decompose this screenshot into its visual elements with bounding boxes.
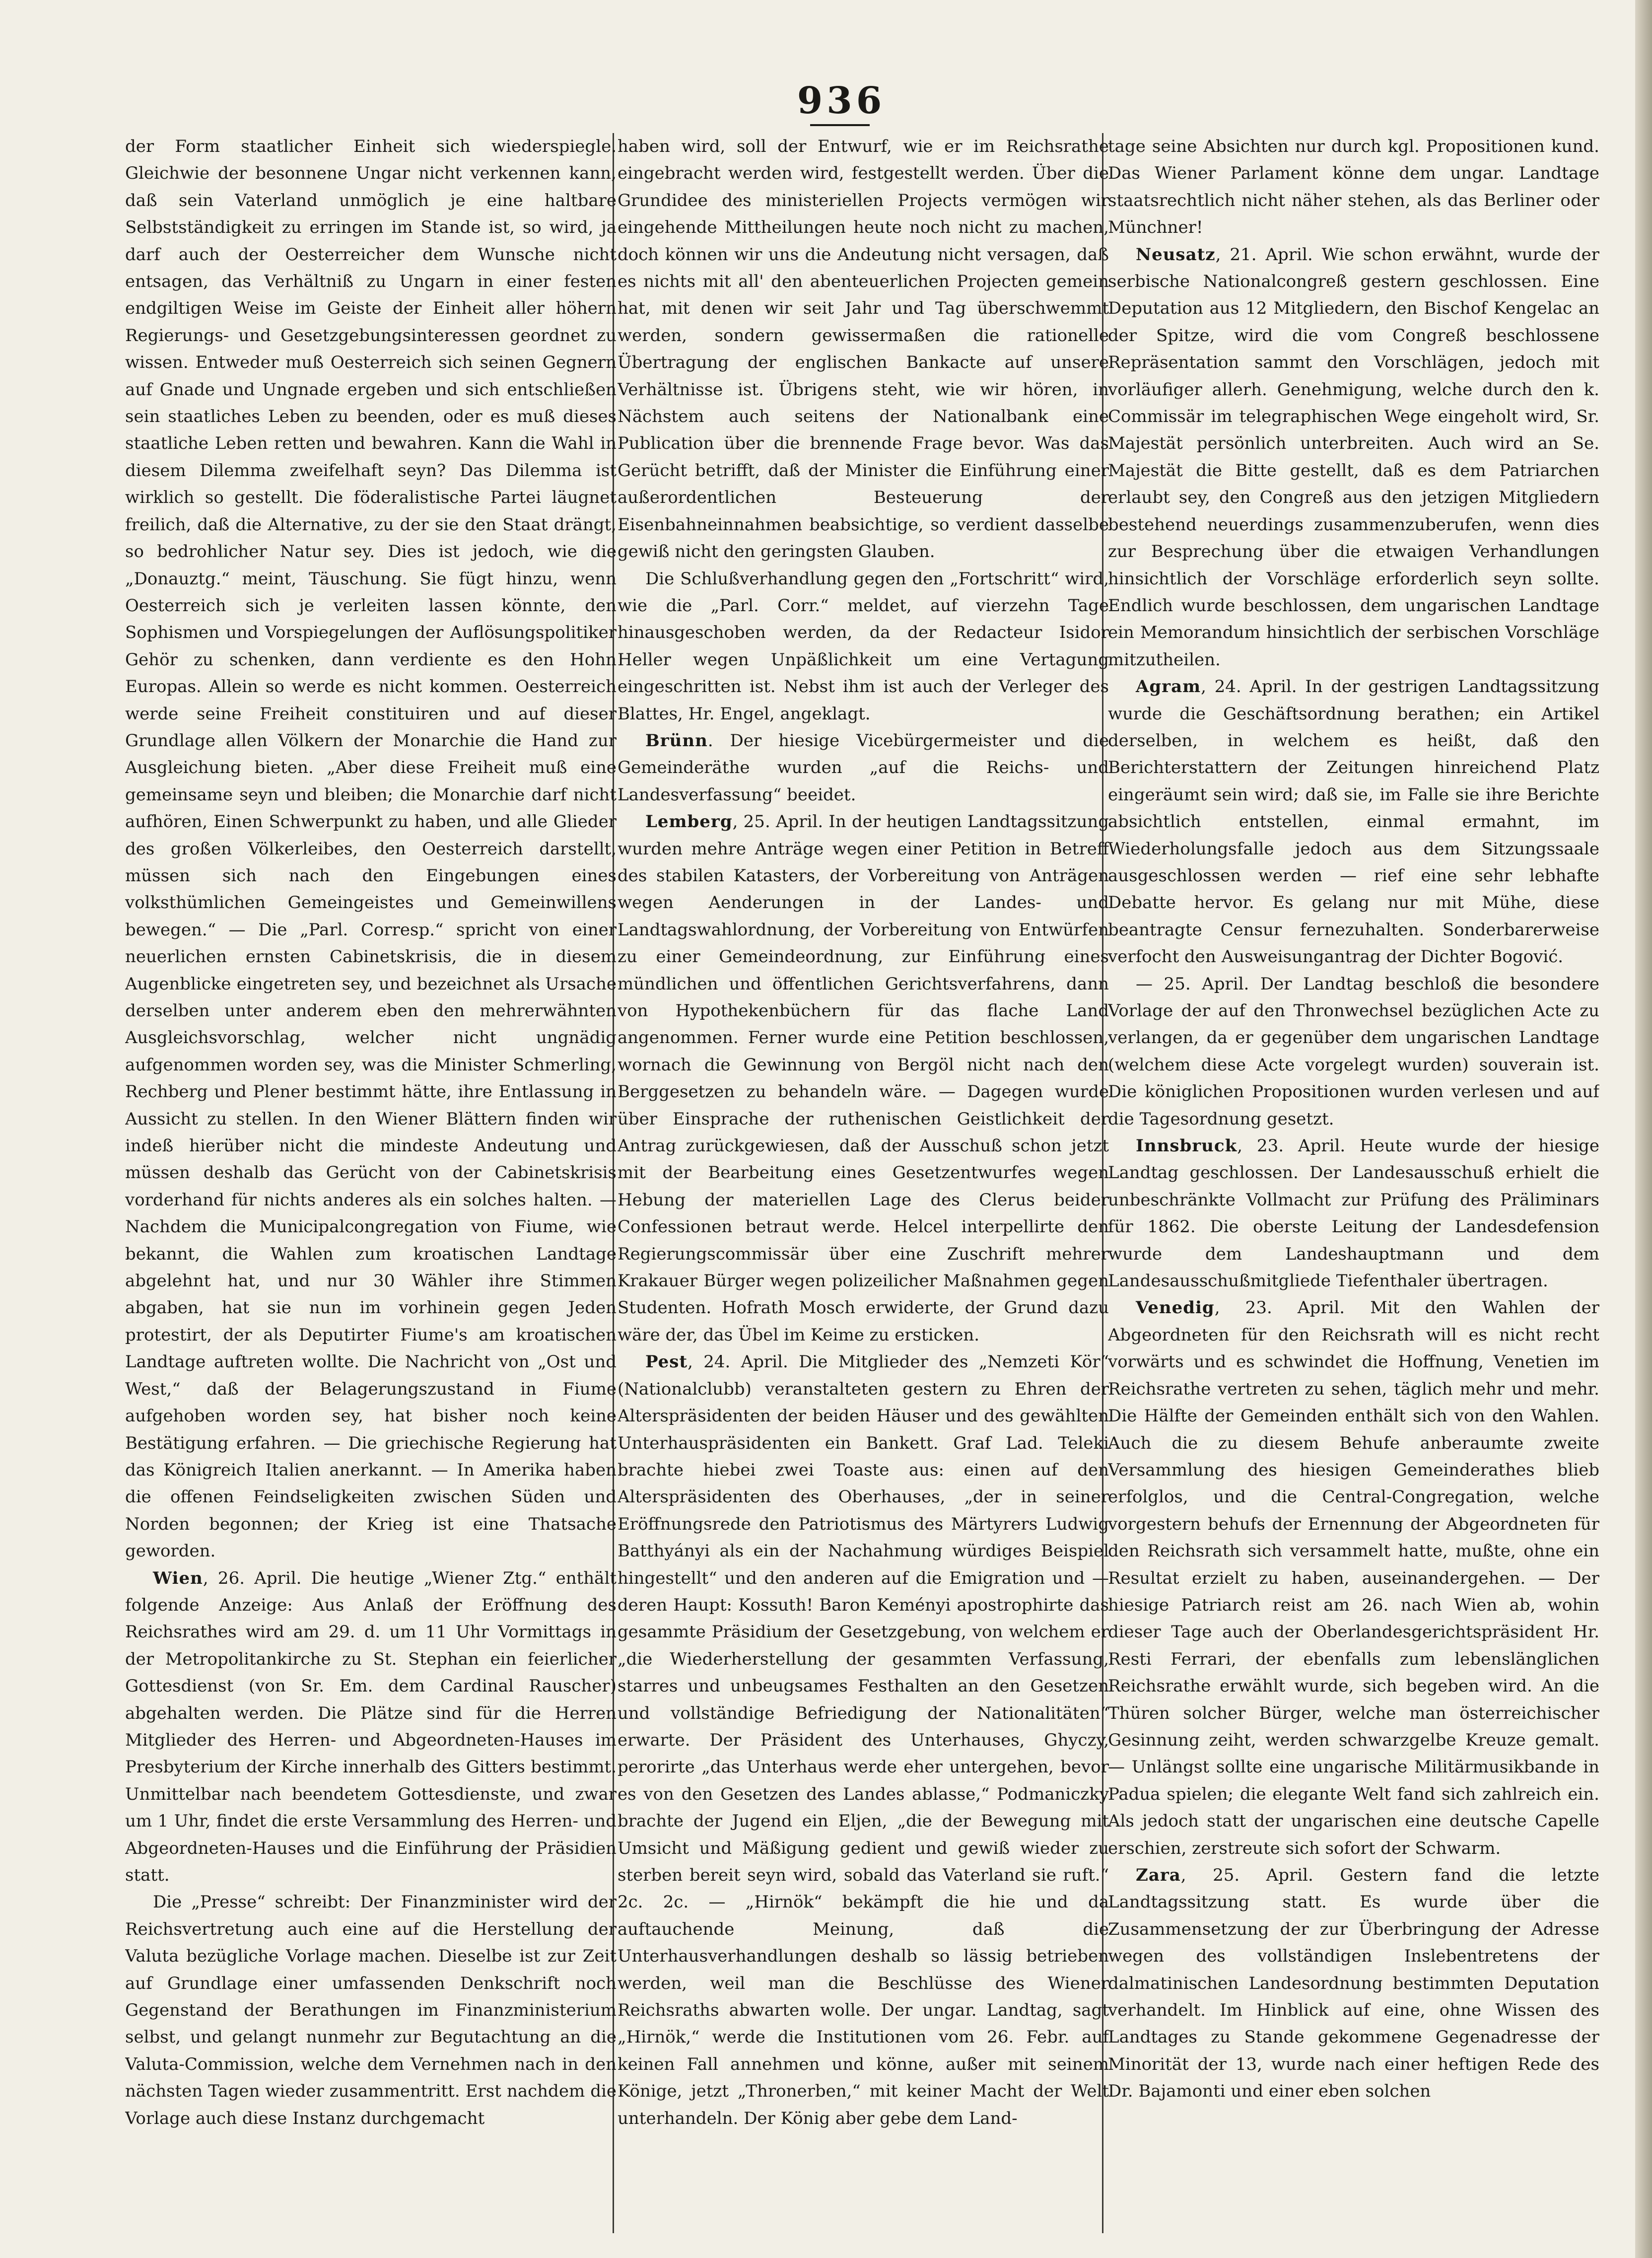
paragraph-text: — 25. April. Der Landtag beschloß die besondere Vorlage der auf den Thronwechsel bezüglichen Acte zu verlangen, da er gegenüber dem ungarischen Landtage (welchem diese Acte vorgelegt wurden) souverain ist. Die königlichen Propositionen wurden verlesen und auf die Tagesordnung gesetzt. (1108, 974, 1599, 1129)
paragraph-text: , 25. April. Gestern fand die letzte Landtagssitzung statt. Es wurde über die Zusammensetzung der zur Überbringung der Adresse wegen des vollständigen Inslebentretens der dalmatinischen Landesordnung bestimmten Deputation verhandelt. Im Hinblick auf eine, ohne Wissen des Landtages zu Stande gekommene Gegenadresse der Minorität der 13, wurde nach einer heftigen Rede des Dr. Bajamonti und einer eben solchen (1108, 1865, 1599, 2102)
paragraph-text: der Form staatlicher Einheit sich wiederspiegle. Gleichwie der besonnene Ungar nicht verkennen kann, daß sein Vaterland unmöglich je eine haltbare Selbstständigkeit zu erringen im Stande ist, so wird, ja darf auch der Oesterreicher dem Wunsche nicht entsagen, das Verhältniß zu Ungarn in einer festen endgiltigen Weise im Geiste der Einheit aller höhern Regierungs- und Gesetzgebungsinteressen geordnet zu wissen. Entweder muß Oesterreich sich seinen Gegnern auf Gnade und Ungnade ergeben und sich entschließen sein staatliches Leben zu beenden, oder es muß dieses staatliche Leben retten und bewahren. Kann die Wahl in diesem Dilemma zweifelhaft seyn? Das Dilemma ist wirklich so gestellt. Die föderalistische Partei läugnet freilich, daß die Alternative, zu der sie den Staat drängt, so bedrohlicher Natur sey. Dies ist jedoch, wie die „Donauztg.“ meint, Täuschung. Sie fügt hinzu, wenn Oesterreich sich je verleiten lassen könnte, den Sophismen und Vorspiegelungen der Auflösungspolitiker Gehör zu schenken, dann verdiente es den Hohn Europas. Allein so werde es nicht kommen. Oesterreich werde seine Freiheit constituiren und auf dieser Grundlage allen Völkern der Monarchie die Hand zur Ausgleichung bieten. „Aber diese Freiheit muß eine gemeinsame seyn und bleiben; die Monarchie darf nicht aufhören, Einen Schwerpunkt zu haben, und alle Glieder des großen Völkerleibes, den Oesterreich darstellt, müssen sich nach den Eingebungen eines volksthümlichen Gemeingeistes und Gemeinwillens bewegen.“ — Die „Parl. Corresp.“ spricht von einer neuerlichen ernsten Cabinetskrisis, die in diesem Augenblicke eingetreten sey, und bezeichnet als Ursache derselben unter anderem eben den mehrerwähnten Ausgleichsvorschlag, welcher nicht ungnädig aufgenommen worden sey, was die Minister Schmerling, Rechberg und Plener bestimmt hätte, ihre Entlassung in Aussicht zu stellen. In den Wiener Blättern finden wir indeß hierüber nicht die mindeste Andeutung und müssen deshalb das Gerücht von der Cabinetskrisis vorderhand für nichts anderes als ein solches halten. — Nachdem die Municipalcongregation von Fiume, wie bekannt, die Wahlen zum kroatischen Landtage abgelehnt hat, und nur 30 Wähler ihre Stimmen abgaben, hat sie nun im vorhinein gegen Jeden protestirt, der als Deputirter Fiume's am kroatischen Landtage auftreten wollte. Die Nachricht von „Ost und West,“ daß der Belagerungszustand in Fiume aufgehoben worden sey, hat bisher noch keine Bestätigung erfahren. — Die griechische Regierung hat das Königreich Italien anerkannt. — In Amerika haben die offenen Feindseligkeiten zwischen Süden und Norden begonnen; der Krieg ist eine Thatsache geworden. (125, 137, 617, 1561)
dateline: Pest (645, 1352, 688, 1372)
dateline: Neusatz (1136, 244, 1216, 265)
article-column-3 (1108, 133, 1599, 2233)
paragraph-text: , 25. April. In der heutigen Landtagssitzung wurden mehre Anträge wegen einer Petition in Betreff des stabilen Katasters, der Vorbereitung von Anträgen wegen Aenderungen in der Landes- und Landtagswahlordnung, der Vorbereitung von Entwürfen zu einer Gemeindeordnung, zur Einführung eines mündlichen und öffentlichen Gerichtsverfahrens, dann von Hypothekenbüchern für das flache Land angenommen. Ferner wurde eine Petition beschlossen, wornach die Gewinnung von Bergöl nicht nach den Berggesetzen zu behandeln wäre. — Dagegen wurde über Einsprache der ruthenischen Geistlichkeit der Antrag zurückgewiesen, daß der Ausschuß schon jetzt mit der Bearbeitung eines Gesetzentwurfes wegen Hebung der materiellen Lage des Clerus beider Confessionen betraut werde. Helcel interpellirte den Regierungscommissär über eine Zuschrift mehrer Krakauer Bürger wegen polizeilicher Maßnahmen gegen Studenten. Hofrath Mosch erwiderte, der Grund dazu wäre der, das Übel im Keime zu ersticken. (618, 812, 1109, 1345)
article-paragraph (125, 133, 617, 1565)
article-paragraph (1108, 971, 1599, 1132)
article-paragraph (1108, 133, 1599, 241)
article-paragraph (618, 808, 1109, 1348)
article-paragraph (618, 1348, 1109, 2132)
dateline: Zara (1136, 1865, 1181, 1885)
article-paragraph (125, 1889, 617, 2132)
article-paragraph (1108, 673, 1599, 970)
article-paragraph (618, 727, 1109, 808)
article-paragraph (618, 133, 1109, 565)
page-number-rule (810, 124, 870, 126)
dateline: Lemberg (645, 812, 733, 832)
paragraph-text: , 21. April. Wie schon erwähnt, wurde der serbische Nationalcongreß gestern geschlossen. Eine Deputation aus 12 Mitgliedern, den Bischof Kengelac an der Spitze, wird die vom Congreß beschlossene Repräsentation sammt den Vorschlägen, jedoch mit vorläufiger allerh. Genehmigung, welche durch den k. Commissär im telegraphischen Wege eingeholt wird, Sr. Majestät persönlich unterbreiten. Auch wird an Se. Majestät die Bitte gestellt, daß es dem Patriarchen erlaubt sey, den Congreß aus den jetzigen Mitgliedern bestehend neuerdings zusammenzuberufen, wenn dies zur Besprechung über die etwaigen Verhandlungen hinsichtlich der Vorschläge erforderlich seyn sollte. Endlich wurde beschlossen, dem ungarischen Landtage ein Memorandum hinsichtlich der serbischen Vorschläge mitzutheilen. (1108, 244, 1599, 670)
paragraph-text: Die „Presse“ schreibt: Der Finanzminister wird der Reichsvertretung auch eine auf die Herstellung der Valuta bezügliche Vorlage machen. Dieselbe ist zur Zeit auf Grundlage einer umfassenden Denkschrift noch Gegenstand der Berathungen im Finanzministerium selbst, und gelangt nunmehr zur Begutachtung an die Valuta-Commission, welche dem Vernehmen nach in den nächsten Tagen wieder zusammentritt. Erst nachdem die Vorlage auch diese Instanz durchgemacht (125, 1892, 617, 2128)
article-paragraph (1108, 1132, 1599, 1294)
dateline: Brünn (645, 730, 708, 751)
article-paragraph (125, 1565, 617, 1889)
scan-edge (1635, 0, 1652, 2258)
paragraph-text: . Der hiesige Vicebürgermeister und die Gemeinderäthe wurden „auf die Reichs- und Landesverfassung“ beeidet. (618, 730, 1109, 805)
article-paragraph (1108, 1294, 1599, 1862)
paragraph-text: , 26. April. Die heutige „Wiener Ztg.“ enthält folgende Anzeige: Aus Anlaß der Eröffnung des Reichsrathes wird am 29. d. um 11 Uhr Vormittags in der Metropolitankirche zu St. Stephan ein feierlicher Gottesdienst (von Sr. Em. dem Cardinal Rauscher) abgehalten werden. Die Plätze sind für die Herren Mitglieder des Herren- und Abgeordneten-Hauses im Presbyterium der Kirche innerhalb des Gitters bestimmt. Unmittelbar nach beendetem Gottesdienste, und zwar um 1 Uhr, findet die erste Versammlung des Herren- und Abgeordneten-Hauses und die Einführung der Präsidien statt. (125, 1568, 617, 1885)
paragraph-text: , 23. April. Mit den Wahlen der Abgeordneten für den Reichsrath will es nicht recht vorwärts und es schwindet die Hoffnung, Venetien im Reichsrathe vertreten zu sehen, täglich mehr und mehr. Die Hälfte der Gemeinden enthält sich von den Wahlen. Auch die zu diesem Behufe anberaumte zweite Versammlung des hiesigen Gemeinderathes blieb erfolglos, und die Central-Congregation, welche vorgestern behufs der Ernennung der Abgeordneten für den Reichsrath sich versammelt hatte, mußte, ohne ein Resultat erzielt zu haben, auseinandergehen. — Der hiesige Patriarch reist am 26. nach Wien ab, wohin dieser Tage auch der Oberlandesgerichtspräsident Hr. Resti Ferrari, der ebenfalls zum lebenslänglichen Reichsrathe erwählt wurde, sich begeben wird. An die Thüren solcher Bürger, welche man österreichischer Gesinnung zeiht, werden schwarzgelbe Kreuze gemalt. — Unlängst sollte eine ungarische Militärmusikbande in Padua spielen; die elegante Welt fand sich zahlreich ein. Als jedoch statt der ungarischen eine deutsche Capelle erschien, zerstreute sich sofort der Schwarm. (1108, 1298, 1599, 1858)
paragraph-text: , 24. April. Die Mitglieder des „Nemzeti Kör“ (Nationalclubb) veranstalteten gestern zu Ehren der Alterspräsidenten der beiden Häuser und des gewählten Unterhauspräsidenten ein Bankett. Graf Lad. Teleki brachte hiebei zwei Toaste aus: einen auf den Alterspräsidenten des Oberhauses, „der in seiner Eröffnungsrede den Patriotismus des Märtyrers Ludwig Batthyányi als ein der Nachahmung würdiges Beispiel hingestellt“ und den anderen auf die Emigration und — deren Haupt: Kossuth! Baron Keményi apostrophirte das gesammte Präsidium der Gesetzgebung, von welchem er „die Wiederherstellung der gesammten Verfassung, starres und unbeugsames Festhalten an den Gesetzen und vollständige Befriedigung der Nationalitäten“ erwarte. Der Präsident des Unterhauses, Ghyczy, perorirte „das Unterhaus werde eher untergehen, bevor es von den Gesetzen des Landes ablasse,“ Podmaniczky brachte der Jugend ein Eljen, „die der Bewegung mit Umsicht und Mäßigung gedient und gewiß wieder zu sterben bereit seyn wird, sobald das Vaterland sie ruft.“ 2c. 2c. — „Hirnök“ bekämpft die hie und da auftauchende Meinung, daß die Unterhausverhandlungen deshalb so lässig betrieben werden, weil man die Beschlüsse des Wiener Reichsraths abwarten wolle. Der ungar. Landtag, sagt „Hirnök,“ werde die Institutionen vom 26. Febr. auf keinen Fall annehmen und könne, außer mit seinem Könige, jetzt „Thronerben,“ mit keiner Macht der Welt unterhandeln. Der König aber gebe dem Land- (618, 1352, 1109, 2128)
article-paragraph (1108, 1862, 1599, 2105)
paragraph-text: , 24. April. In der gestrigen Landtagssitzung wurde die Geschäftsordnung berathen; ein Artikel derselben, in welchem es heißt, daß den Berichterstattern der Zeitungen hinreichend Platz eingeräumt sein wird; daß sie, im Falle sie ihre Berichte absichtlich entstellen, einmal ermahnt, im Wiederholungsfalle jedoch aus dem Sitzungssaale ausgeschlossen werden — rief eine sehr lebhafte Debatte hervor. Es gelang nur mit Mühe, diese beantragte Censur fernezuhalten. Sonderbarerweise verfocht den Ausweisungantrag der Dichter Bogović. (1108, 677, 1599, 967)
article-paragraph (1108, 241, 1599, 674)
dateline: Wien (153, 1568, 203, 1588)
dateline: Venedig (1136, 1298, 1215, 1318)
paragraph-text: Die Schlußverhandlung gegen den „Fortschritt“ wird, wie die „Parl. Corr.“ meldet, auf vierzehn Tage hinausgeschoben werden, da der Redacteur Isidor Heller wegen Unpäßlichkeit um eine Vertagung eingeschritten ist. Nebst ihm ist auch der Verleger des Blattes, Hr. Engel, angeklagt. (618, 568, 1109, 724)
paragraph-text: haben wird, soll der Entwurf, wie er im Reichsrathe eingebracht werden wird, festgestellt werden. Über die Grundidee des ministeriellen Projects vermögen wir eingehende Mittheilungen heute noch nicht zu machen, doch können wir uns die Andeutung nicht versagen, daß es nichts mit all' den abenteuerlichen Projecten gemein hat, mit denen wir seit Jahr und Tag überschwemmt werden, sondern gewissermaßen die rationelle Übertragung der englischen Bankacte auf unsere Verhältnisse ist. Übrigens steht, wie wir hören, in Nächstem auch seitens der Nationalbank eine Publication über die brennende Frage bevor. Was das Gerücht betrifft, daß der Minister die Einführung einer außerordentlichen Besteuerung der Eisenbahneinnahmen beabsichtige, so verdient dasselbe gewiß nicht den geringsten Glauben. (618, 137, 1109, 562)
article-paragraph (618, 565, 1109, 727)
paragraph-text: , 23. April. Heute wurde der hiesige Landtag geschlossen. Der Landesausschuß erhielt die unbeschränkte Vollmacht zur Prüfung des Präliminars für 1862. Die oberste Leitung der Landesdefension wurde dem Landeshauptmann und dem Landesausschußmitgliede Tiefenthaler übertragen. (1108, 1136, 1599, 1291)
dateline: Innsbruck (1136, 1136, 1238, 1156)
article-column-2 (618, 133, 1109, 2233)
article-column-1 (125, 133, 617, 2233)
dateline: Agram (1136, 677, 1201, 697)
page-number: 936 (797, 79, 886, 122)
paragraph-text: tage seine Absichten nur durch kgl. Propositionen kund. Das Wiener Parlament könne dem ungar. Landtage staatsrechtlich nicht näher stehen, als das Berliner oder Münchner! (1108, 137, 1599, 238)
